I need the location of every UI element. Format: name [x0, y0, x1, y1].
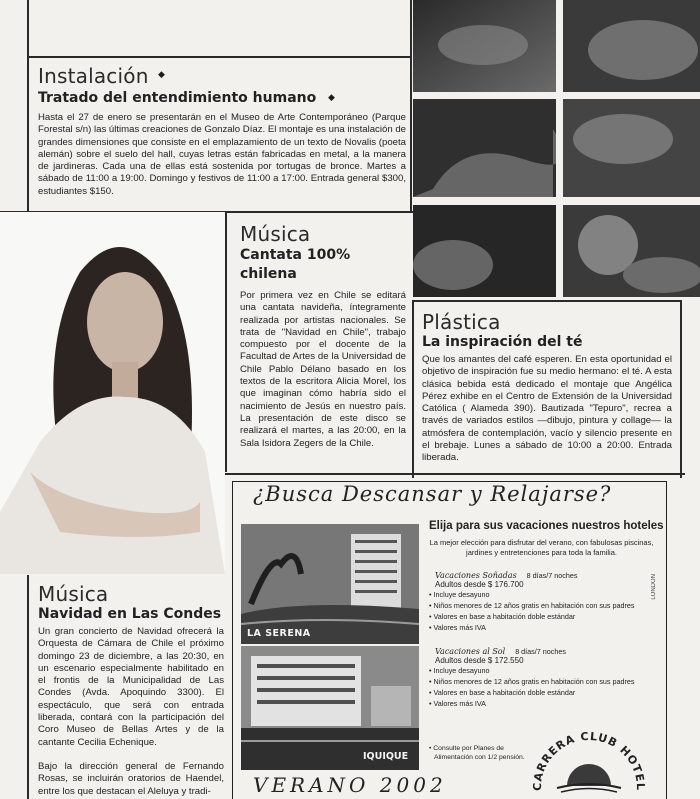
ad-side-code: LONDON [651, 574, 657, 600]
collage-photo-image [563, 0, 700, 92]
collage-photo-image [563, 205, 700, 297]
hotel-logo-image [533, 722, 645, 794]
ad-offer-1-list [429, 589, 659, 633]
ad-footer-script: VERANO 2002 [253, 773, 447, 797]
column-rule [410, 0, 412, 212]
article-plastica: Que los amantes del café esperen. En esta oportunidad el objetivo de inspiración fue su medio hermano: el té. A esta clásica bebida está dedicado el montaje que Angélica Pérez exhibe en el Centro de Extensión de la Universidad Católica ( Alameda 390). Bautizada "Tepuro", recrea a través de variados estilos —dibujo, pintura y collage— la atmósfera de contemplación, vacío y silencio presente en el brebaje. Lunes a sábado de 10:00 a 20:00. Entrada liberada. [422, 354, 672, 464]
ad-footnote [429, 744, 525, 762]
hotel-logo-text: RRERA CLUB HOT [534, 729, 645, 776]
portrait-photo [0, 212, 225, 574]
collage-photo [563, 0, 700, 92]
headline-cantata-2: chilena [240, 266, 297, 282]
ad-photo-iquique-label: IQUIQUE [363, 751, 409, 762]
ad-offer-1-header [429, 571, 659, 580]
ad-footnote-line-2: Alimentación con 1/2 pensión. [434, 754, 525, 761]
ad-offer-1-title: Vacaciones Soñadas [435, 571, 517, 580]
bullet-mark: ◆ [328, 93, 335, 103]
article-navidad: Un gran concierto de Navidad ofrecerá la Orquesta de Cámara de Chile el próximo domingo 23 de diciembre, a las 20:30, en un escenario especialmente habilitado en el frontis de la Municipalidad de Las Condes (Avda. Apoquindo 3300). El espectáculo, que será con entrada liberada, contará con la participación del Coro Museo de Bellas Artes y de la cantante Cecilia Echenique. [38, 626, 224, 748]
ad-offer-2-list [429, 665, 659, 709]
article-navidad-continued: Bajo la dirección general de Fernando Rosas, se incluirán oratorios de Haendel, entre los que destacan el Aleluya y tradi- [38, 761, 224, 797]
ad-offer-2-item: • Incluye desayuno [429, 666, 490, 675]
ad-offer-1-item: • Incluye desayuno [429, 590, 490, 599]
ad-offer-1-duration: 8 días/7 noches [526, 571, 578, 580]
ad-offer-2-item: • Valores más IVA [429, 699, 486, 708]
column-rule [27, 575, 29, 799]
ad-photo-la-serena-image [241, 524, 419, 644]
ad-offer-2-duration: 8 días/7 noches [515, 647, 566, 656]
ad-offer-2-price: Adultos desde $ 172.550 [435, 656, 524, 665]
article-instalacion: Hasta el 27 de enero se presentarán en el Museo de Arte Contemporáneo (Parque Forestal s/n) las últimas creaciones de Gonzalo Díaz. El montaje es una instalación de grandes dimensiones que consiste en el emplazamiento de un texto de Novalis (poeta alemán) sobre el suelo del hall, cuyas letras están fabricadas en metal, a la manera de jardineras. Cada una de ellas está sostenida por tortugas de bronce. Martes a sábado de 11:00 a 19:00. Domingo y festivos de 11:00 a 17:00. Entrada general $300, estudiantes $150. [38, 112, 406, 197]
ad-script-title: ¿Busca Descansar y Relajarse? [253, 482, 612, 506]
collage-photo [413, 99, 556, 197]
ad-offer-1 [429, 571, 659, 633]
column-rule [225, 212, 227, 472]
ad-offer-1-item: • Valores en base a habitación doble estándar [429, 612, 576, 621]
ad-intro: La mejor elección para disfrutar del verano, con fabulosas piscinas, jardines y entretenciones para toda la familia. [429, 538, 654, 557]
section-title-plastica: Plástica [422, 310, 501, 334]
collage-photo [413, 0, 556, 92]
collage-photo-image [413, 0, 556, 92]
ad-offer-2-item: • Valores en base a habitación doble estándar [429, 688, 576, 697]
section-title-instalacion: Instalación [38, 64, 149, 88]
section-title-musica: Música [240, 222, 311, 246]
hotel-ad [232, 481, 667, 799]
column-rule [680, 300, 682, 478]
ad-headline: Elija para sus vacaciones nuestros hoteles [429, 520, 664, 532]
headline-tratado: Tratado del entendimiento humano [38, 90, 317, 106]
collage-photo-image [563, 99, 700, 197]
ad-offer-2-header [429, 647, 659, 656]
section-rule [412, 300, 682, 302]
ad-footnote-line-1: • Consulte por Planes de [429, 745, 504, 752]
headline-cantata-1: Cantata 100% [240, 247, 351, 263]
ad-offer-1-item: • Valores más IVA [429, 623, 486, 632]
ad-offer-2-item: • Niños menores de 12 años gratis en habitación con sus padres [429, 677, 635, 686]
ad-offer-2 [429, 647, 659, 709]
collage-photo [563, 99, 700, 197]
bullet-mark: ◆ [158, 70, 165, 80]
collage-photo-image [413, 205, 556, 297]
headline-navidad: Navidad en Las Condes [38, 606, 222, 622]
ad-photo-la-serena-label: LA SERENA [247, 628, 311, 639]
article-cantata: Por primera vez en Chile se editará una cantata navideña, íntegramente realizada por artistas nacionales. Se trata de "Navidad en Chile", trabajo compuesto por el docente de la Facultad de Artes de la Universidad de Chile Pablo Délano basado en los textos de la escritora Alicia Morel, los que imaginan cómo habría sido el nacimiento de Jesús en nuestro país. La presentación de este disco se realizará el martes, a las 20:00, en la Sala Isidora Zegers de la Chile. [240, 290, 406, 449]
hotel-logo [533, 722, 645, 794]
column-rule [412, 300, 414, 478]
section-rule [27, 56, 411, 58]
portrait-woman-image [0, 212, 225, 574]
ad-offer-1-price: Adultos desde $ 176.700 [435, 580, 524, 589]
collage-photo [563, 205, 700, 297]
collage-photo-image [413, 99, 556, 197]
collage-photo [413, 205, 556, 297]
ad-offer-2-title: Vacaciones al Sol [435, 647, 506, 656]
headline-plastica: La inspiración del té [422, 334, 583, 350]
section-title-musica-2: Música [38, 582, 109, 606]
ad-photo-la-serena [241, 524, 419, 644]
section-rule [225, 473, 685, 475]
ad-offer-1-item: • Niños menores de 12 años gratis en habitación con sus padres [429, 601, 635, 610]
column-rule [27, 0, 29, 212]
